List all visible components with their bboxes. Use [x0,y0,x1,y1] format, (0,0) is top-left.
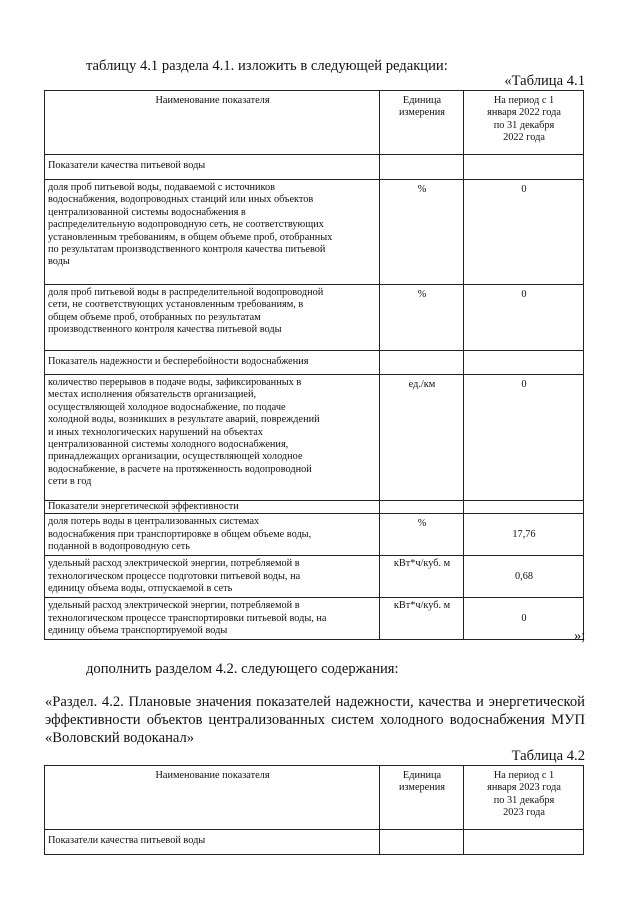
add-section-line: дополнить разделом 4.2. следующего содержания: [86,661,399,677]
indicator-name: удельный расход электрической энергии, потребляемой в технологическом процессе подготовки питьевой воды, на единицу объема воды, отпускаемой в сеть [45,556,380,598]
header-name: Наименование показателя [45,91,380,155]
indicator-name: удельный расход электрической энергии, потребляемой в технологическом процессе транспортировки питьевой воды, на единицу объема транспортируемой воды [45,598,380,640]
section-row [45,830,584,855]
section-label: Показатели качества питьевой воды [45,830,380,855]
indicator-value: 0 [464,598,584,640]
header-unit: Единица измерения [380,766,464,830]
table-row [45,180,584,285]
table-4-1 [44,90,584,640]
table1-closing-quote: »; [574,628,586,644]
section-label: Показатели качества питьевой воды [45,155,380,180]
indicator-unit: кВт*ч/куб. м [380,556,464,598]
indicator-unit: % [380,285,464,351]
header-name: Наименование показателя [45,766,380,830]
section-row [45,501,584,514]
indicator-unit: % [380,514,464,556]
table-header-row [45,766,584,830]
indicator-unit: ед./км [380,375,464,501]
table-row [45,514,584,556]
section-label: Показатель надежности и бесперебойности водоснабжения [45,351,380,375]
table-header-row [45,91,584,155]
section-row [45,351,584,375]
section-label: Показатели энергетической эффективности [45,501,380,514]
indicator-value: 0,68 [464,556,584,598]
indicator-value: 0 [464,285,584,351]
indicator-name: доля проб питьевой воды, подаваемой с источников водоснабжения, водопроводных станций или иных объектов централизованной системы водоснабжения в распределительную водопроводную сеть, не соответствующих установленным требованиям, в общем объеме проб, отобранных по результатам производственного контроля качества питьевой воды [45,180,380,285]
indicator-unit: кВт*ч/куб. м [380,598,464,640]
table-row [45,598,584,640]
header-period: На период с 1 января 2023 года по 31 декабря 2023 года [464,766,584,830]
table-4-2 [44,765,584,855]
indicator-value: 17,76 [464,514,584,556]
table-row [45,375,584,501]
indicator-name: доля проб питьевой воды в распределительной водопроводной сети, не соответствующих установленным требованиям, в общем объеме проб, отобранных по результатам производственного контроля качества питьевой воды [45,285,380,351]
indicator-name: доля потерь воды в централизованных системах водоснабжения при транспортировке в общем объеме воды, поданной в водопроводную сеть [45,514,380,556]
table-row [45,285,584,351]
section-title: «Раздел. 4.2. Плановые значения показателей надежности, качества и энергетической эффективности объектов централизованных систем холодного водоснабжения МУП «Воловский водоканал» [45,694,585,746]
table-row [45,556,584,598]
section-row [45,155,584,180]
indicator-value: 0 [464,375,584,501]
intro-line: таблицу 4.1 раздела 4.1. изложить в следующей редакции: [86,58,448,74]
indicator-unit: % [380,180,464,285]
table1-caption: «Таблица 4.1 [504,73,585,89]
indicator-value: 0 [464,180,584,285]
indicator-name: количество перерывов в подаче воды, зафиксированных в местах исполнения обязательств организацией, осуществляющей холодное водоснабжение, по подаче холодной воды, возникших в результате аварий, повреждений и иных технологических нарушений на объектах централизованной системы холодного водоснабжения, принадлежащих организации, осуществляющей холодное водоснабжение, в расчете на протяженность водопроводной сети в год [45,375,380,501]
header-period: На период с 1 января 2022 года по 31 декабря 2022 года [464,91,584,155]
table2-caption: Таблица 4.2 [511,748,585,764]
header-unit: Единица измерения [380,91,464,155]
